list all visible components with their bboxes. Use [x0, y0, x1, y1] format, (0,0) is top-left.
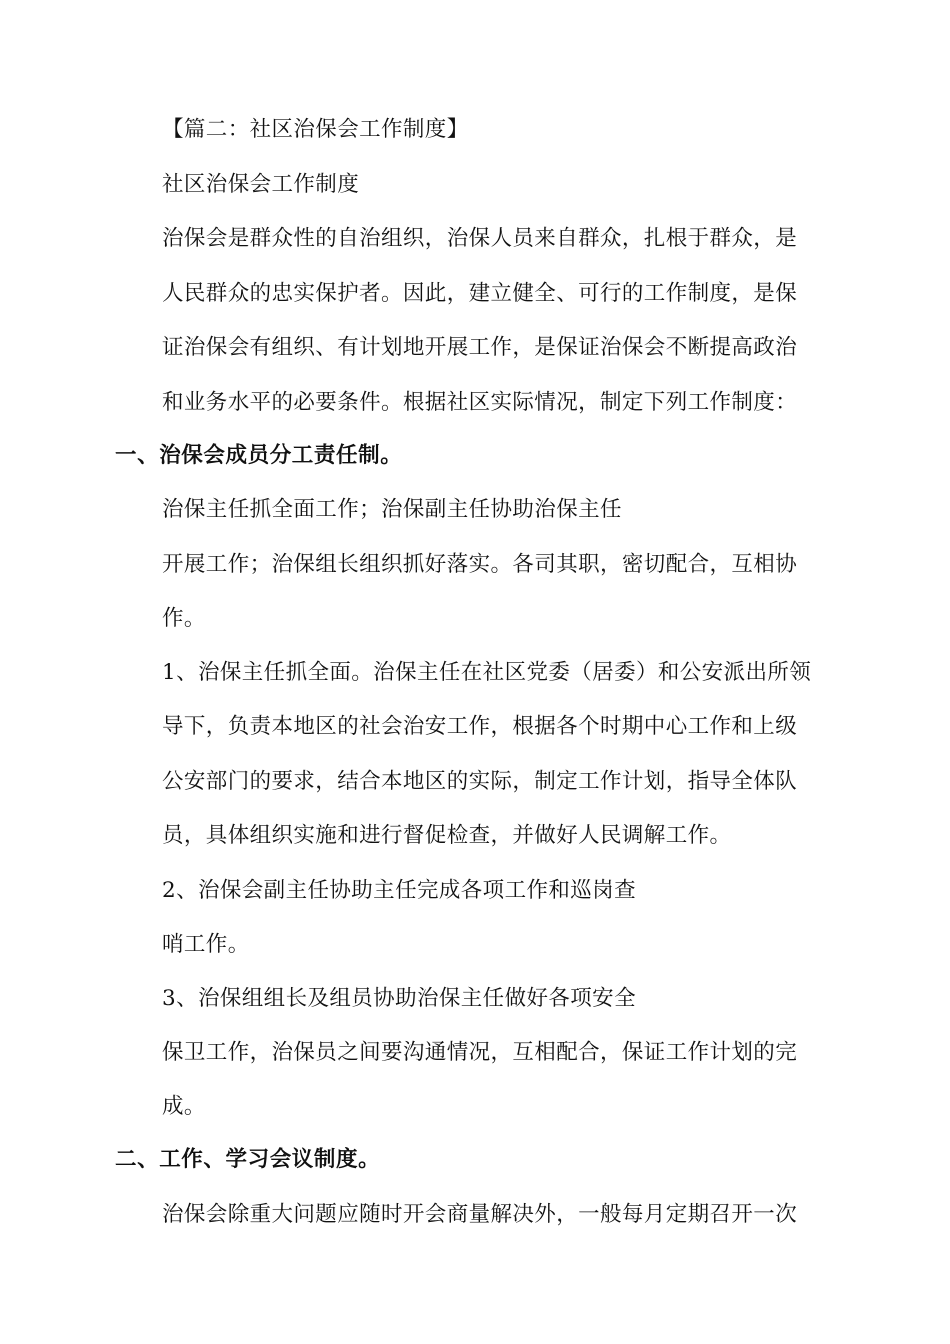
paragraph-line: 开展工作；治保组长组织抓好落实。各司其职，密切配合，互相协	[162, 552, 798, 577]
paragraph-line: 治保会是群众性的自治组织，治保人员来自群众，扎根于群众，是	[162, 226, 798, 251]
paragraph-line: 证治保会有组织、有计划地开展工作，是保证治保会不断提高政治	[162, 335, 798, 360]
document-title: 社区治保会工作制度	[162, 172, 360, 197]
paragraph-line: 2、治保会副主任协助主任完成各项工作和巡岗查	[162, 878, 636, 903]
section-heading-1: 一、治保会成员分工责任制。	[115, 443, 403, 468]
paragraph-line: 和业务水平的必要条件。根据社区实际情况，制定下列工作制度：	[162, 390, 798, 415]
paragraph-line: 哨工作。	[162, 932, 250, 957]
paragraph-line: 公安部门的要求，结合本地区的实际，制定工作计划，指导全体队	[162, 769, 798, 794]
paragraph-line: 导下，负责本地区的社会治安工作，根据各个时期中心工作和上级	[162, 714, 798, 739]
paragraph-line: 1、治保主任抓全面。治保主任在社区党委（居委）和公安派出所领	[162, 660, 812, 685]
paragraph-line: 3、治保组组长及组员协助治保主任做好各项安全	[162, 986, 636, 1011]
paragraph-line: 作。	[162, 606, 206, 631]
paragraph-line: 成。	[162, 1094, 206, 1119]
paragraph-line: 治保主任抓全面工作；治保副主任协助治保主任	[162, 497, 622, 522]
paragraph-line: 人民群众的忠实保护者。因此，建立健全、可行的工作制度，是保	[162, 281, 798, 306]
document-section-title: 【篇二：社区治保会工作制度】	[162, 117, 469, 142]
section-heading-2: 二、工作、学习会议制度。	[115, 1147, 381, 1172]
paragraph-line: 员，具体组织实施和进行督促检查，并做好人民调解工作。	[162, 823, 732, 848]
paragraph-line: 治保会除重大问题应随时开会商量解决外，一般每月定期召开一次	[162, 1202, 798, 1227]
paragraph-line: 保卫工作，治保员之间要沟通情况，互相配合，保证工作计划的完	[162, 1040, 798, 1065]
